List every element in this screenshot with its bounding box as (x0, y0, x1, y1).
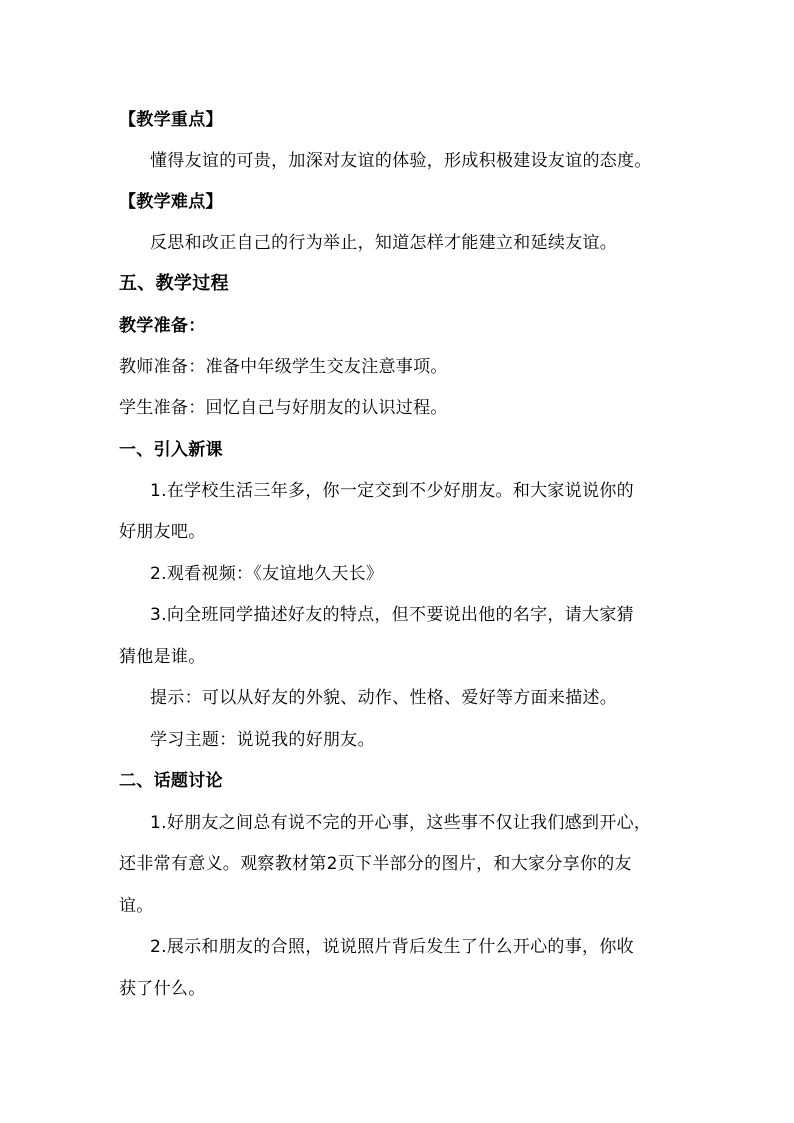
disc1-line2: 还非常有意义。观察教材第2页下半部分的图片，和大家分享你的友 (119, 854, 632, 874)
prep-heading: 教学准备： (119, 316, 206, 336)
hint-text: 提示：可以从好友的外貌、动作、性格、爱好等方面来描述。 (150, 688, 618, 708)
disc2-line2: 获了什么。 (119, 979, 206, 999)
key-points-text: 懂得友谊的可贵，加深对友谊的体验，形成积极建设友谊的态度。 (150, 151, 652, 171)
item1-line2: 好朋友吧。 (119, 522, 206, 542)
teacher-prep: 教师准备：准备中年级学生交友注意事项。 (119, 357, 448, 377)
disc2-line1: 2.展示和朋友的合照，说说照片背后发生了什么开心的事，你收 (150, 937, 634, 957)
difficulties-text: 反思和改正自己的行为举止，知道怎样才能建立和延续友谊。 (150, 233, 618, 253)
theme-text: 学习主题：说说我的好朋友。 (150, 730, 375, 750)
student-prep: 学生准备：回忆自己与好朋友的认识过程。 (119, 398, 448, 418)
key-points-heading: 【教学重点】 (119, 110, 223, 130)
item3-line1: 3.向全班同学描述好友的特点，但不要说出他的名字，请大家猜 (150, 605, 634, 625)
part1-title: 一、引入新课 (119, 440, 223, 460)
disc1-line3: 谊。 (119, 896, 154, 916)
item3-line2: 猜他是谁。 (119, 647, 206, 667)
disc1-line1: 1.好朋友之间总有说不完的开心事，这些事不仅让我们感到开心， (150, 813, 652, 833)
difficulties-heading: 【教学难点】 (119, 192, 223, 212)
section-title: 五、教学过程 (119, 273, 229, 294)
item2: 2.观看视频：《友谊地久天长》 (150, 564, 384, 584)
item1-line1: 1.在学校生活三年多，你一定交到不少好朋友。和大家说说你的 (150, 481, 634, 501)
part2-title: 二、话题讨论 (119, 771, 223, 791)
